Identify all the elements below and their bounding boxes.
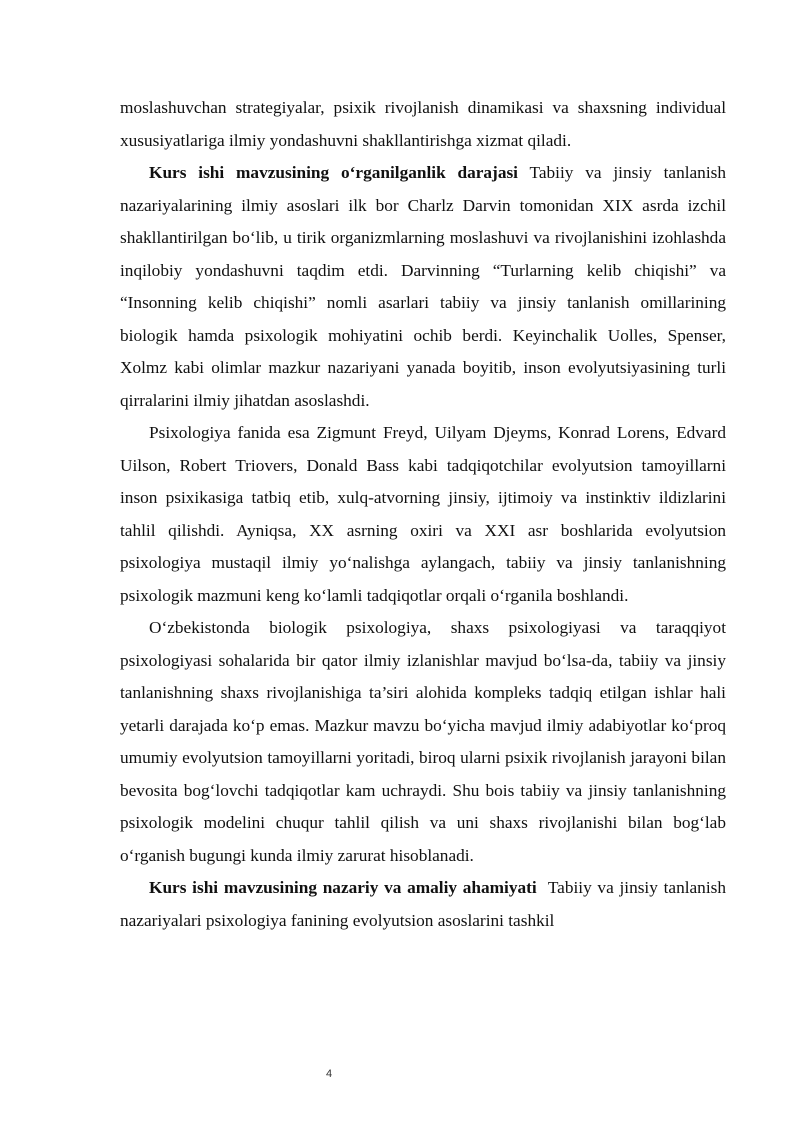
paragraph-continuation: moslashuvchan strategiyalar, psixik rivojlanish dinamikasi va shaxsning individual xususiyatlariga ilmiy yondashuvni shakllantirishga xizmat qiladi. xyxy=(120,98,726,150)
section-heading-significance: Kurs ishi mavzusining nazariy va amaliy ahamiyati xyxy=(149,878,537,897)
paragraph-uzbekistan-research: O‘zbekistonda biologik psixologiya, shaxs psixologiyasi va taraqqiyot psixologiyasi sohalarida bir qator ilmiy izlanishlar mavjud bo‘lsa-da, tabiiy va jinsiy tanlanishning shaxs rivojlanishiga ta’siri alohida kompleks tadqiq etilgan ishlar hali yetarli darajada ko‘p emas. Mazkur mavzu bo‘yicha mavjud ilmiy adabiyotlar ko‘proq umumiy evolyutsion tamoyillarni yoritadi, biroq ularni psixik rivojlanish jarayoni bilan bevosita bog‘lovchi tadqiqotlar kam uchraydi. Shu bois tabiiy va jinsiy tanlanishning psixologik modelini chuqur tahlil qilish va uni shaxs rivojlanishi bilan bog‘lab o‘rganish bugungi kunda ilmiy zarurat hisoblanadi. xyxy=(120,618,726,865)
section-heading-research-degree: Kurs ishi mavzusining o‘rganilganlik darajasi xyxy=(149,163,518,182)
paragraph-significance xyxy=(120,872,726,937)
paragraph-significance-text: Tabiiy va jinsiy tanlanish nazariyalari psixologiya fanining evolyutsion asoslarini tashkil xyxy=(120,878,726,930)
paragraph-psychology-researchers: Psixologiya fanida esa Zigmunt Freyd, Uilyam Djeyms, Konrad Lorens, Edvard Uilson, Robert Triovers, Donald Bass kabi tadqiqotchilar evolyutsion tamoyillarni inson psixikasiga tatbiq etib, xulq-atvorning jinsiy, ijtimoiy va instinktiv ildizlarini tahlil qilishdi. Ayniqsa, XX asrning oxiri va XXI asr boshlarida evolyutsion psixologiya mustaqil ilmiy yo‘nalishga aylangach, tabiiy va jinsiy tanlanishning psixologik mazmuni keng ko‘lamli tadqiqotlar orqali o‘rganila boshlandi. xyxy=(120,423,726,605)
document-body xyxy=(120,92,726,937)
page-number: 4 xyxy=(326,1068,333,1080)
paragraph-research-degree-text: Tabiiy va jinsiy tanlanish nazariyalarining ilmiy asoslari ilk bor Charlz Darvin tomonidan XIX asrda izchil shakllantirilgan bo‘lib, u tirik organizmlarning moslashuvi va rivojlanishini izohlashda inqilobiy yondashuvni taqdim etdi. Darvinning “Turlarning kelib chiqishi” va “Insonning kelib chiqishi” nomli asarlari tabiiy va jinsiy tanlanish omillarining biologik hamda psixologik mohiyatini ochib berdi. Keyinchalik Uolles, Spenser, Xolmz kabi olimlar mazkur nazariyani yanada boyitib, inson evolyutsiyasining turli qirralarini ilmiy jihatdan asoslashdi. xyxy=(120,163,726,410)
paragraph-research-degree xyxy=(120,157,726,417)
